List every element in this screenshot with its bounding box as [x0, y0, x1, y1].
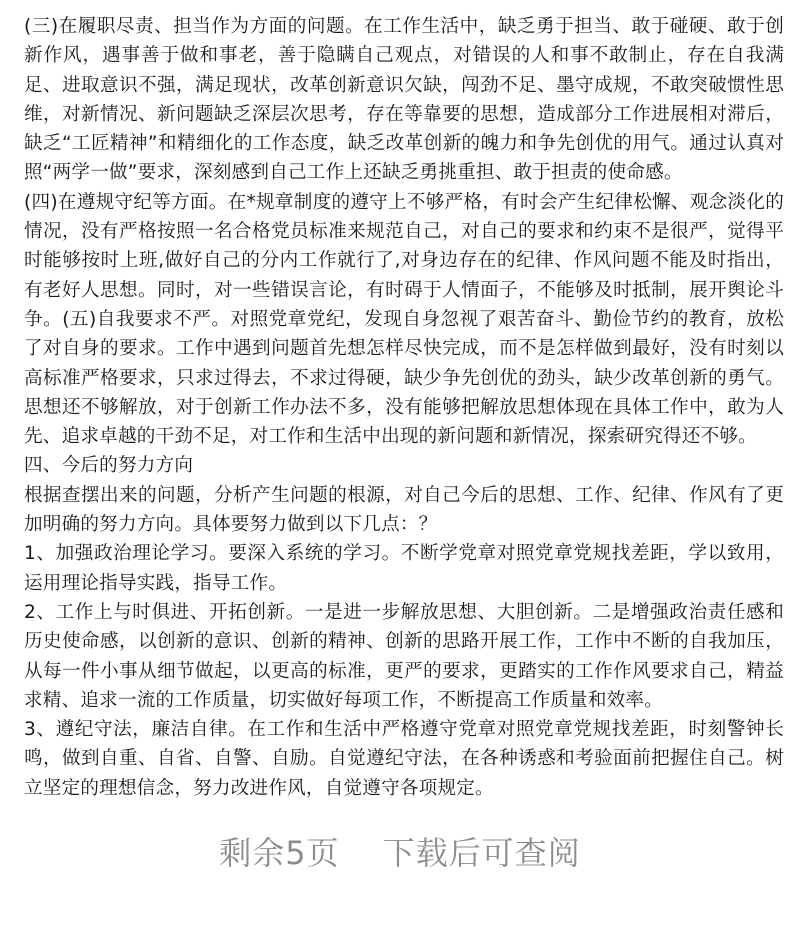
document-body	[24, 0, 784, 803]
paragraph-point-1: 1、加强政治理论学习。要深入系统的学习。不断学党章对照党章党规找差距，学以致用，运用理论指导实践，指导工作。	[24, 543, 784, 594]
paragraph-direction-intro: 根据查摆出来的问题，分析产生问题的根源，对自己今后的思想、工作、纪律、作风有了更加明确的努力方向。具体要努力做到以下几点：？	[24, 484, 784, 536]
paragraph-point-2: 2、工作上与时俱进、开拓创新。一是进一步解放思想、大胆创新。二是增强政治责任感和历史使命感，以创新的意识、创新的精神、创新的思路开展工作，工作中不断的自我加压，从每一件小事从细节做起，以更高的标准，更严的要求，更踏实的工作作风要求自己，精益求精、追求一流的工作质量，切实做好每项工作，不断提高工作质量和效率。	[24, 601, 784, 711]
section-heading-future-direction: 四、今后的努力方向	[24, 455, 194, 477]
paragraph-point-3: 3、遵纪守法，廉洁自律。在工作和生活中严格遵守党章对照党章党规找差距，时刻警钟长鸣，做到自重、自省、自警、自励。自觉遵纪守法，在各种诱惑和考验面前把握住自己。树立坚定的理想信念，努力改进作风，自觉遵守各项规定。	[24, 719, 784, 799]
download-hint-label: 下载后可查阅	[382, 834, 581, 872]
paragraph-performance-issues: (三)在履职尽责、担当作为方面的问题。在工作生活中，缺乏勇于担当、敢于碰硬、敢于创新作风，遇事善于做和事老，善于隐瞒自己观点，对错误的人和事不敢制止，存在自我满足、进取意识不强，满足现状，改革创新意识欠缺，闯劲不足、墨守成规，不敢突破惯性思维，对新情况、新问题缺乏深层次思考，存在等靠要的思想，造成部分工作进展相对滞后，缺乏“工匠精神”和精细化的工作态度，缺乏改革创新的魄力和争先创优的用气。通过认真对照“两学一做”要求，深刻感到自己工作上还缺乏勇挑重担、敢于担责的使命感。	[24, 16, 784, 184]
remaining-pages-label: 剩余5页	[219, 834, 340, 872]
paragraph-discipline-issues: (四)在遵规守纪等方面。在*规章制度的遵守上不够严格，有时会产生纪律松懈、观念淡化的情况，没有严格按照一名合格党员标准来规范自己，对自己的要求和约束不是很严，觉得平时能够按时上班,做好自己的分内工作就行了,对身边存在的纪律、作风问题不能及时指出，有老好人思想。同时，对一些错误言论，有时碍于人情面子，不能够及时抵制，展开舆论斗争。(五)自我要求不严。对照党章党纪，发现自身忽视了艰苦奋斗、勤俭节约的教育，放松了对自身的要求。工作中遇到问题首先想怎样尽快完成，而不是怎样做到最好，没有时刻以高标准严格要求，只求过得去，不求过得硬，缺少争先创优的劲头，缺少改革创新的勇气。思想还不够解放，对于创新工作办法不多，没有能够把解放思想体现在具体工作中，敢为人先、追求卓越的干劲不足，对工作和生活中出现的新问题和新情况，探索研究得还不够。	[24, 191, 784, 448]
download-prompt-banner[interactable]	[0, 828, 800, 874]
